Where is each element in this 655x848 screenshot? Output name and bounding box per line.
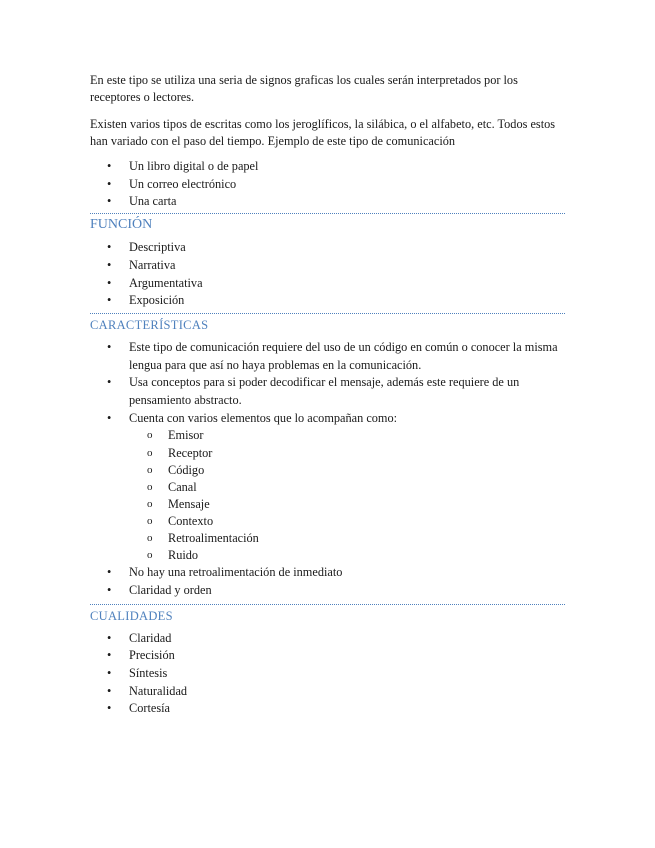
list-item: • Usa conceptos para si poder decodificar el mensaje, además este requiere de un pensamiento abstracto. (107, 375, 520, 408)
intro-paragraph-2: Existen varios tipos de escritas como los jeroglíficos, la silábica, o el alfabeto, etc. Todos estos han variado con el paso del tiempo. Ejemplo de este tipo de comunicación (90, 117, 556, 148)
list-item: • No hay una retroalimentación de inmediato (90, 564, 565, 582)
cualidades-section (90, 604, 565, 719)
list-item: • Un correo electrónico (90, 176, 565, 194)
document-page (90, 72, 565, 718)
bullet-icon: • (107, 648, 112, 663)
circle-bullet-icon: o (147, 532, 153, 544)
list-item: • Claridad (90, 630, 565, 648)
elementos-sublist (129, 427, 565, 564)
bullet-icon: • (107, 375, 112, 390)
circle-bullet-icon: o (147, 429, 153, 442)
sub-list-item: o Mensaje (129, 496, 565, 513)
circle-bullet-icon: o (147, 549, 153, 562)
caracteristicas-section (90, 313, 565, 600)
list-item: • Este tipo de comunicación requiere del uso de un código en común o conocer la misma lengua para que así no haya problemas en la comunicación. (107, 339, 558, 372)
bullet-icon: • (107, 339, 112, 354)
bullet-icon: • (107, 582, 112, 597)
list-item: • Argumentativa (90, 275, 565, 293)
bullet-icon: • (107, 240, 112, 255)
bullet-icon: • (107, 194, 112, 209)
bullet-icon: • (107, 666, 112, 680)
circle-bullet-icon: o (147, 497, 153, 510)
bullet-icon: • (107, 275, 112, 290)
bullet-icon: • (107, 565, 112, 580)
list-item: • Cortesía (90, 700, 565, 718)
sub-list-item: o Retroalimentación (129, 530, 565, 547)
list-item: • Un libro digital o de papel (90, 158, 565, 176)
caracteristicas-list (90, 339, 565, 600)
list-item: • Descriptiva (90, 239, 565, 257)
sub-list-item: o Ruido (129, 547, 565, 564)
funcion-list (90, 239, 565, 310)
list-item: • Una carta (90, 193, 565, 211)
circle-bullet-icon: o (147, 446, 153, 459)
sub-list-item: o Receptor (129, 445, 565, 462)
caracteristicas-heading: CARACTERÍSTICAS (90, 317, 209, 332)
list-item: • Narrativa (90, 257, 565, 275)
bullet-icon: • (107, 410, 112, 425)
bullet-icon: • (107, 293, 112, 308)
cualidades-heading: CUALIDADES (90, 608, 173, 623)
list-item: • Síntesis (90, 665, 565, 683)
circle-bullet-icon: o (147, 463, 153, 476)
funcion-section (90, 213, 565, 310)
bullet-icon: • (107, 257, 112, 272)
circle-bullet-icon: o (147, 514, 153, 527)
list-item: • Precisión (90, 647, 565, 665)
circle-bullet-icon: o (147, 480, 153, 493)
sub-list-item: o Contexto (129, 513, 565, 530)
list-item: • Claridad y orden (90, 582, 565, 600)
list-item: • Exposición (90, 292, 565, 310)
list-item: • Cuenta con varios elementos que lo acompañan como: o Emisor o Receptor o Código o Canal o Mensaje o Contexto o Retroalimentación o Ruido (90, 410, 565, 564)
intro-paragraph-1: En este tipo se utiliza una seria de signos graficas los cuales serán interpretados por los receptores o lectores. (90, 73, 518, 104)
bullet-icon: • (107, 701, 112, 716)
bullet-icon: • (107, 159, 112, 173)
sub-list-item: o Emisor (129, 427, 565, 444)
bullet-icon: • (107, 683, 112, 698)
bullet-icon: • (107, 630, 112, 645)
list-item: • Naturalidad (90, 683, 565, 701)
bullet-icon: • (107, 176, 112, 191)
sub-list-item: o Código (129, 462, 565, 479)
cualidades-list (90, 630, 565, 719)
examples-list (90, 158, 565, 211)
funcion-heading: FUNCIÓN (90, 217, 153, 233)
sub-list-item: o Canal (129, 479, 565, 496)
